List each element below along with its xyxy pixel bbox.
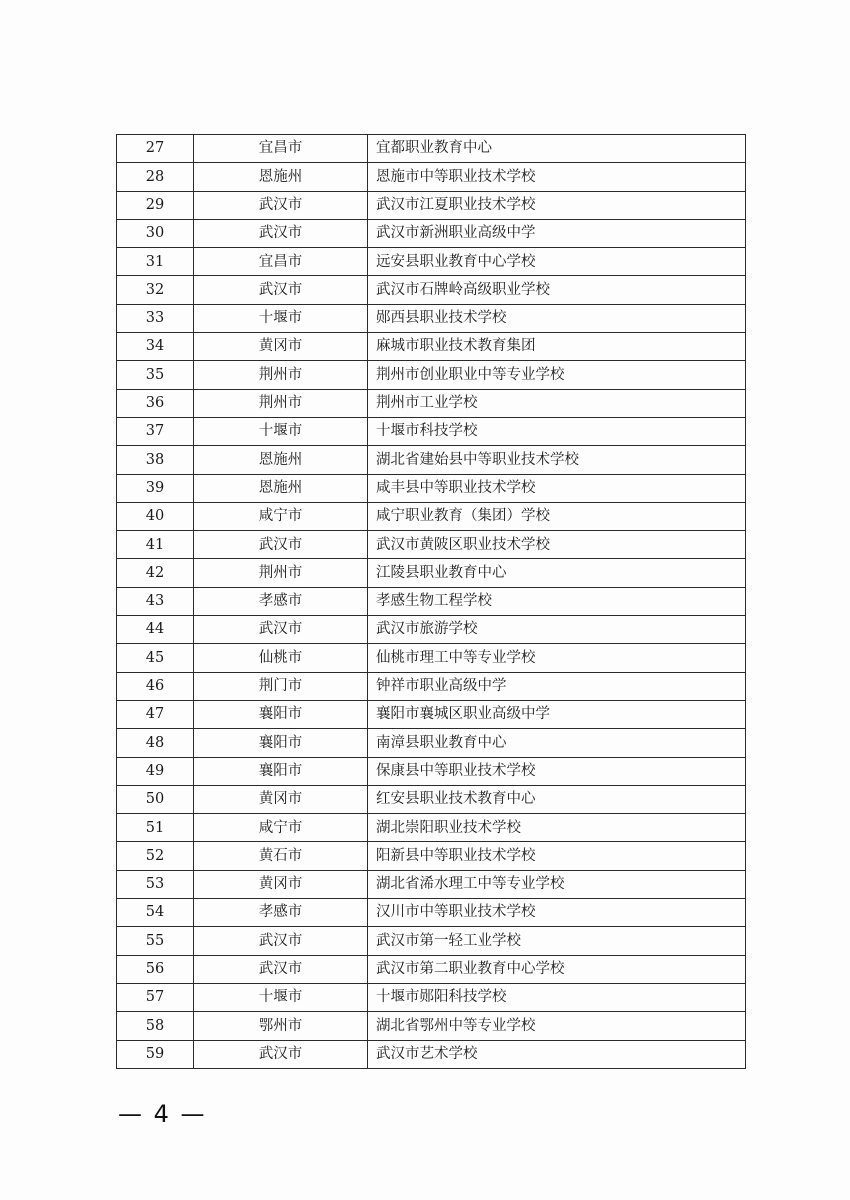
city-cell: 鄂州市 — [194, 1012, 368, 1040]
row-number-cell: 52 — [117, 842, 194, 870]
row-number-cell: 42 — [117, 559, 194, 587]
school-name-cell: 武汉市新洲职业高级中学 — [368, 219, 746, 247]
table-row — [117, 135, 746, 163]
school-name-cell: 武汉市石牌岭高级职业学校 — [368, 276, 746, 304]
city-cell: 黄冈市 — [194, 870, 368, 898]
city-cell: 恩施州 — [194, 163, 368, 191]
school-name-cell: 湖北省浠水理工中等专业学校 — [368, 870, 746, 898]
city-cell: 仙桃市 — [194, 644, 368, 672]
city-cell: 黄冈市 — [194, 333, 368, 361]
table-row — [117, 276, 746, 304]
row-number-cell: 50 — [117, 785, 194, 813]
school-name-cell: 南漳县职业教育中心 — [368, 729, 746, 757]
city-cell: 孝感市 — [194, 899, 368, 927]
school-list-table — [116, 134, 746, 1069]
city-cell: 武汉市 — [194, 1040, 368, 1068]
row-number-cell: 36 — [117, 389, 194, 417]
row-number-cell: 28 — [117, 163, 194, 191]
school-name-cell: 仙桃市理工中等专业学校 — [368, 644, 746, 672]
school-name-cell: 红安县职业技术教育中心 — [368, 785, 746, 813]
table-row — [117, 814, 746, 842]
table-row — [117, 559, 746, 587]
city-cell: 荆州市 — [194, 559, 368, 587]
city-cell: 孝感市 — [194, 587, 368, 615]
school-name-cell: 湖北省鄂州中等专业学校 — [368, 1012, 746, 1040]
row-number-cell: 40 — [117, 502, 194, 530]
city-cell: 武汉市 — [194, 955, 368, 983]
row-number-cell: 48 — [117, 729, 194, 757]
row-number-cell: 58 — [117, 1012, 194, 1040]
school-name-cell: 湖北省建始县中等职业技术学校 — [368, 446, 746, 474]
row-number-cell: 56 — [117, 955, 194, 983]
row-number-cell: 33 — [117, 304, 194, 332]
city-cell: 襄阳市 — [194, 729, 368, 757]
school-name-cell: 武汉市旅游学校 — [368, 616, 746, 644]
city-cell: 咸宁市 — [194, 814, 368, 842]
row-number-cell: 39 — [117, 474, 194, 502]
city-cell: 襄阳市 — [194, 700, 368, 728]
school-name-cell: 十堰市郧阳科技学校 — [368, 983, 746, 1011]
table-row — [117, 927, 746, 955]
table-row — [117, 163, 746, 191]
table-row — [117, 474, 746, 502]
row-number-cell: 45 — [117, 644, 194, 672]
table-row — [117, 899, 746, 927]
row-number-cell: 49 — [117, 757, 194, 785]
school-name-cell: 荆州市创业职业中等专业学校 — [368, 361, 746, 389]
school-name-cell: 十堰市科技学校 — [368, 417, 746, 445]
row-number-cell: 53 — [117, 870, 194, 898]
table-row — [117, 219, 746, 247]
school-name-cell: 咸宁职业教育（集团）学校 — [368, 502, 746, 530]
school-name-cell: 远安县职业教育中心学校 — [368, 248, 746, 276]
school-name-cell: 江陵县职业教育中心 — [368, 559, 746, 587]
city-cell: 十堰市 — [194, 304, 368, 332]
table-row — [117, 248, 746, 276]
table-row — [117, 842, 746, 870]
table-body — [117, 135, 746, 1069]
row-number-cell: 31 — [117, 248, 194, 276]
city-cell: 武汉市 — [194, 219, 368, 247]
city-cell: 荆门市 — [194, 672, 368, 700]
city-cell: 襄阳市 — [194, 757, 368, 785]
school-name-cell: 宜都职业教育中心 — [368, 135, 746, 163]
table-row — [117, 531, 746, 559]
table-row — [117, 389, 746, 417]
table-row — [117, 1040, 746, 1068]
row-number-cell: 43 — [117, 587, 194, 615]
school-name-cell: 武汉市第一轻工业学校 — [368, 927, 746, 955]
school-name-cell: 湖北崇阳职业技术学校 — [368, 814, 746, 842]
city-cell: 黄石市 — [194, 842, 368, 870]
table-row — [117, 729, 746, 757]
row-number-cell: 46 — [117, 672, 194, 700]
table-row — [117, 417, 746, 445]
table-row — [117, 983, 746, 1011]
city-cell: 武汉市 — [194, 531, 368, 559]
table-row — [117, 672, 746, 700]
table-row — [117, 446, 746, 474]
table-row — [117, 644, 746, 672]
table-row — [117, 361, 746, 389]
row-number-cell: 32 — [117, 276, 194, 304]
table-row — [117, 785, 746, 813]
row-number-cell: 47 — [117, 700, 194, 728]
school-name-cell: 保康县中等职业技术学校 — [368, 757, 746, 785]
city-cell: 恩施州 — [194, 446, 368, 474]
row-number-cell: 38 — [117, 446, 194, 474]
city-cell: 荆州市 — [194, 361, 368, 389]
school-name-cell: 麻城市职业技术教育集团 — [368, 333, 746, 361]
city-cell: 恩施州 — [194, 474, 368, 502]
city-cell: 黄冈市 — [194, 785, 368, 813]
row-number-cell: 57 — [117, 983, 194, 1011]
school-name-cell: 武汉市江夏职业技术学校 — [368, 191, 746, 219]
city-cell: 十堰市 — [194, 983, 368, 1011]
row-number-cell: 35 — [117, 361, 194, 389]
row-number-cell: 27 — [117, 135, 194, 163]
school-name-cell: 恩施市中等职业技术学校 — [368, 163, 746, 191]
row-number-cell: 30 — [117, 219, 194, 247]
city-cell: 宜昌市 — [194, 135, 368, 163]
school-name-cell: 钟祥市职业高级中学 — [368, 672, 746, 700]
row-number-cell: 41 — [117, 531, 194, 559]
row-number-cell: 59 — [117, 1040, 194, 1068]
city-cell: 咸宁市 — [194, 502, 368, 530]
city-cell: 武汉市 — [194, 616, 368, 644]
school-name-cell: 武汉市黄陂区职业技术学校 — [368, 531, 746, 559]
table-row — [117, 502, 746, 530]
table-row — [117, 616, 746, 644]
city-cell: 荆州市 — [194, 389, 368, 417]
row-number-cell: 44 — [117, 616, 194, 644]
row-number-cell: 34 — [117, 333, 194, 361]
school-name-cell: 襄阳市襄城区职业高级中学 — [368, 700, 746, 728]
row-number-cell: 37 — [117, 417, 194, 445]
table-row — [117, 304, 746, 332]
row-number-cell: 51 — [117, 814, 194, 842]
table-row — [117, 1012, 746, 1040]
row-number-cell: 54 — [117, 899, 194, 927]
table-row — [117, 955, 746, 983]
row-number-cell: 29 — [117, 191, 194, 219]
row-number-cell: 55 — [117, 927, 194, 955]
city-cell: 武汉市 — [194, 927, 368, 955]
city-cell: 宜昌市 — [194, 248, 368, 276]
school-name-cell: 荆州市工业学校 — [368, 389, 746, 417]
table-row — [117, 333, 746, 361]
city-cell: 武汉市 — [194, 191, 368, 219]
school-name-cell: 孝感生物工程学校 — [368, 587, 746, 615]
school-name-cell: 郧西县职业技术学校 — [368, 304, 746, 332]
school-name-cell: 汉川市中等职业技术学校 — [368, 899, 746, 927]
table-row — [117, 700, 746, 728]
city-cell: 武汉市 — [194, 276, 368, 304]
page-number: — 4 — — [118, 1100, 207, 1128]
table-row — [117, 870, 746, 898]
school-name-cell: 武汉市艺术学校 — [368, 1040, 746, 1068]
table-row — [117, 587, 746, 615]
school-name-cell: 武汉市第二职业教育中心学校 — [368, 955, 746, 983]
city-cell: 十堰市 — [194, 417, 368, 445]
table-row — [117, 757, 746, 785]
school-name-cell: 阳新县中等职业技术学校 — [368, 842, 746, 870]
school-name-cell: 咸丰县中等职业技术学校 — [368, 474, 746, 502]
table-row — [117, 191, 746, 219]
